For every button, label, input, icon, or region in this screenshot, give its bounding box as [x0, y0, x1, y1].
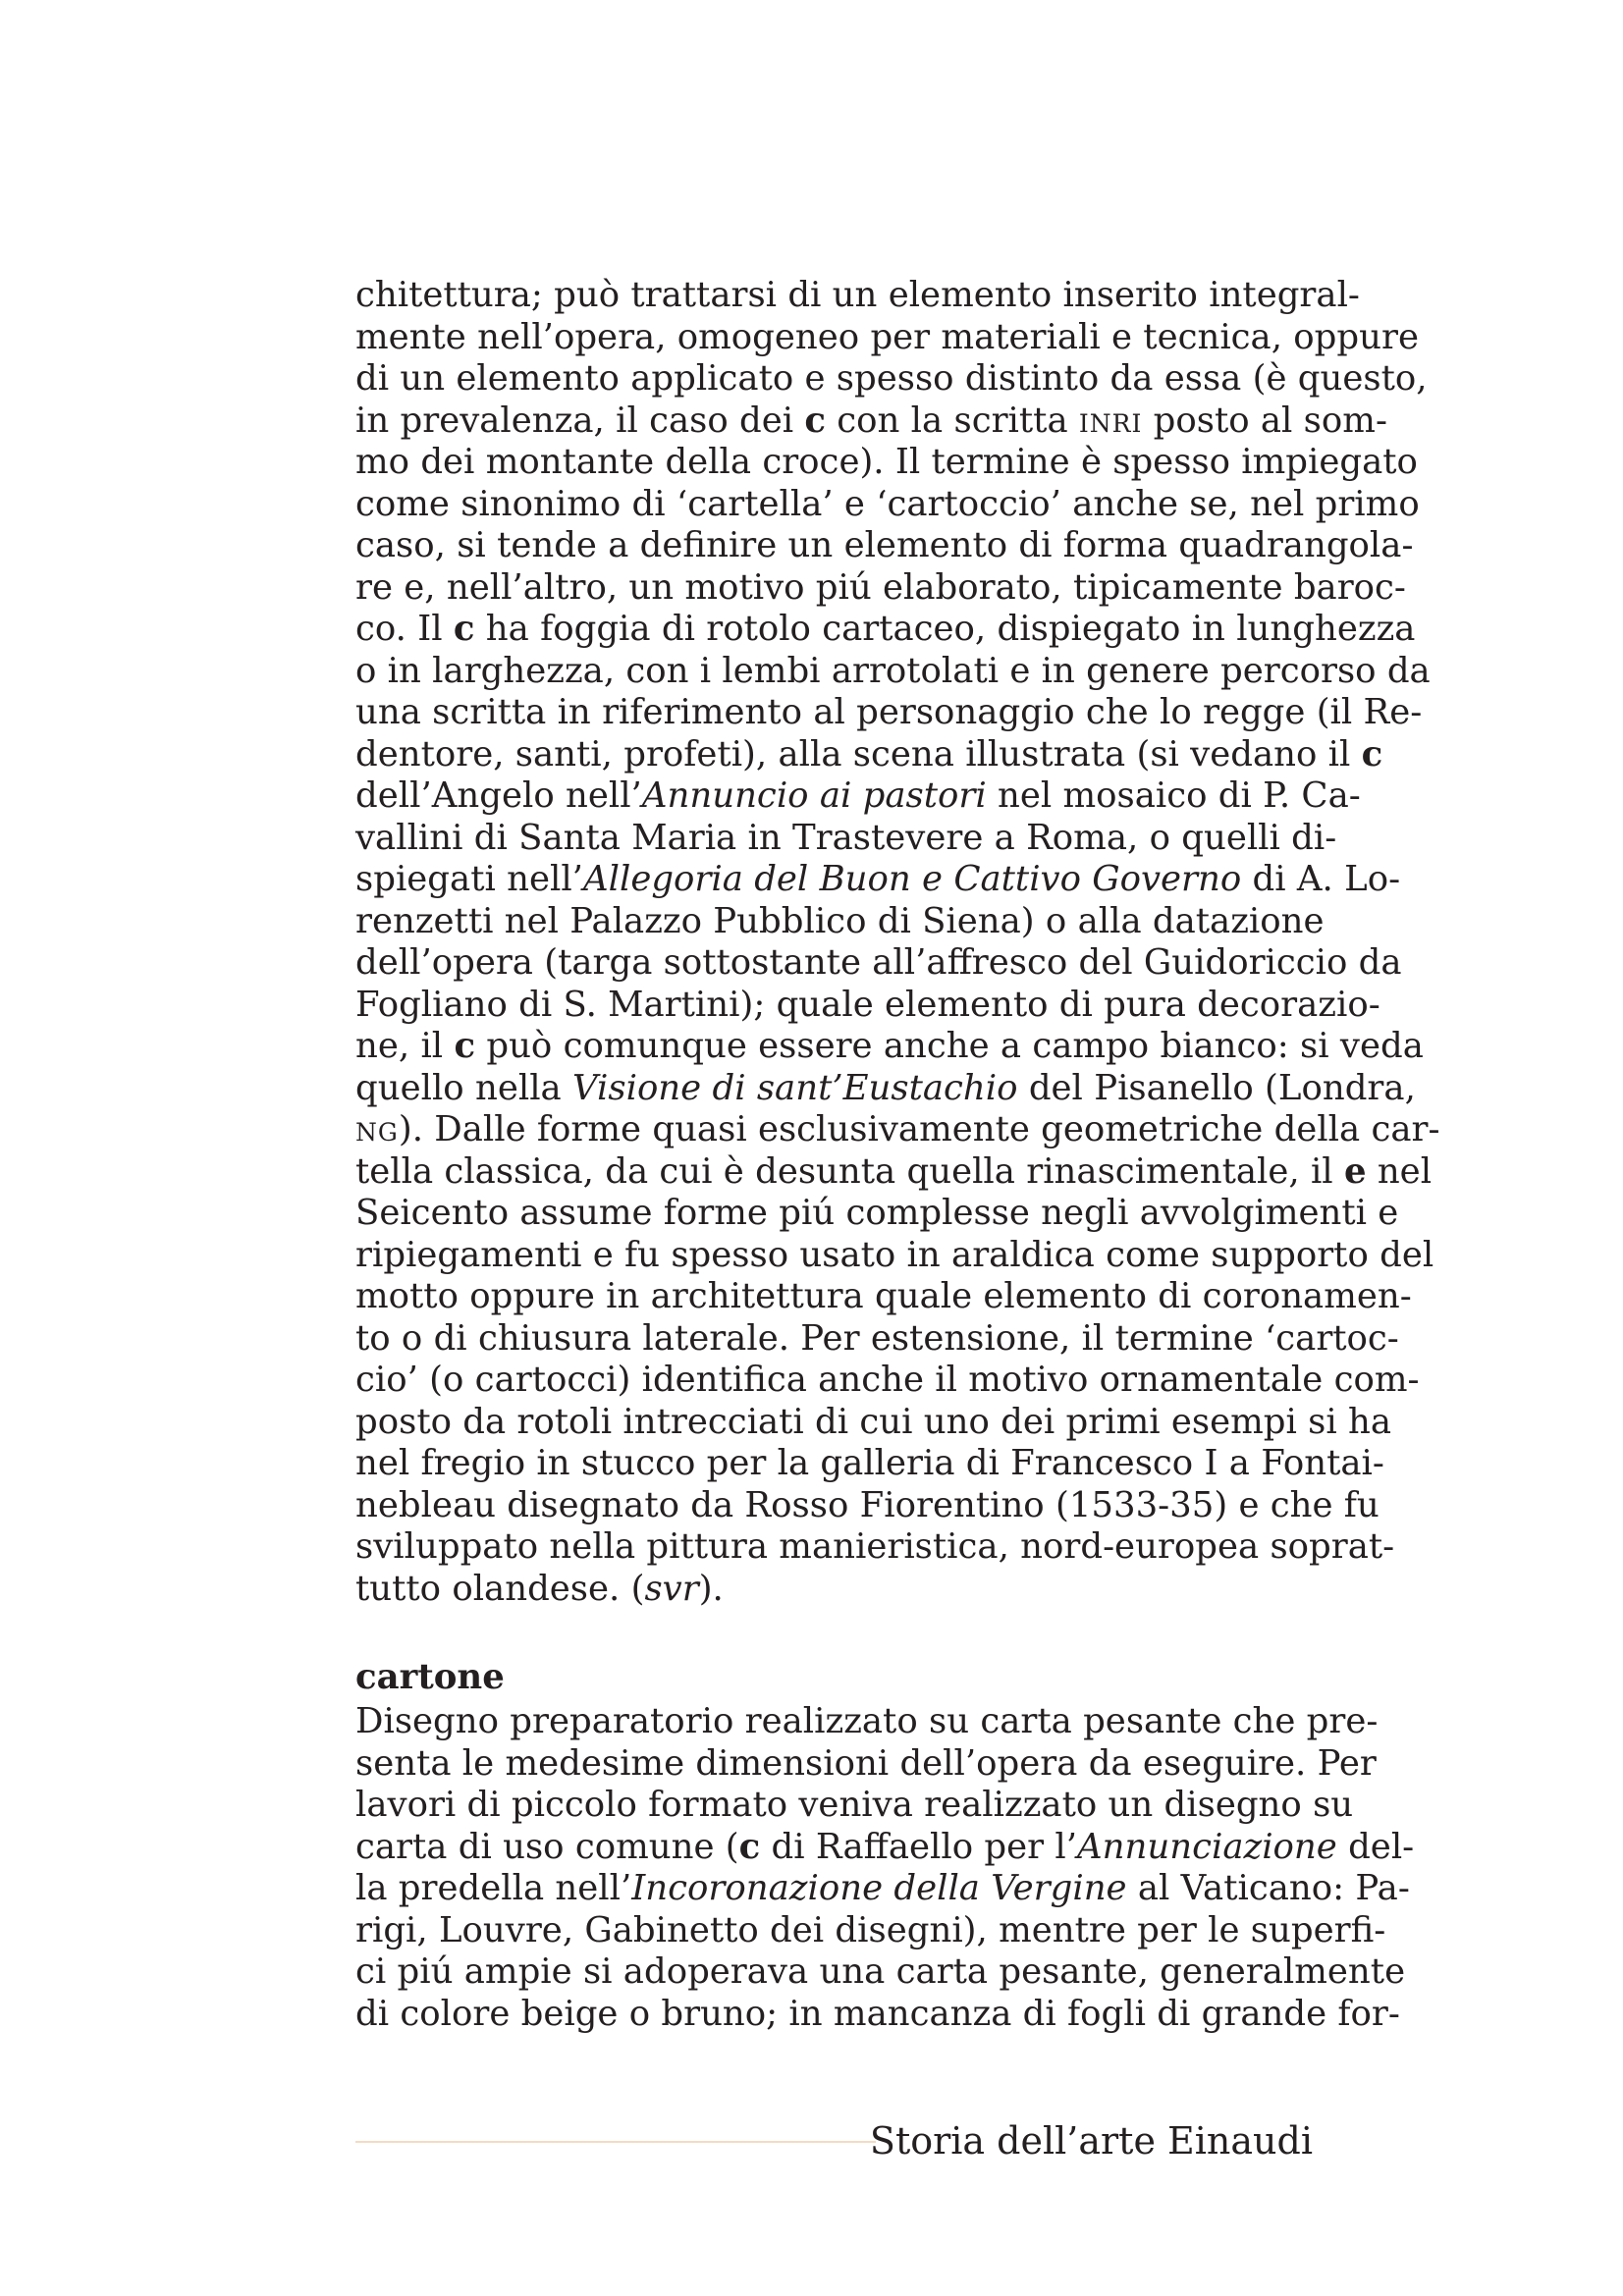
- italic-title: Annunciazione: [1077, 1826, 1337, 1867]
- cartiglio-line: nel fregio in stucco per la galleria di Francesco I a Fontai-: [355, 1443, 1384, 1483]
- cartiglio-line: renzetti nel Palazzo Pubblico di Siena) o alla datazione: [355, 900, 1325, 941]
- cartiglio-line: in prevalenza, il caso dei c con la scritta inri posto al som-: [355, 400, 1387, 441]
- cartiglio-line: spiegati nell’Allegoria del Buon e Cattivo Governo di A. Lo-: [355, 859, 1401, 899]
- cartiglio-line: motto oppure in architettura quale elemento di coronamen-: [355, 1276, 1412, 1316]
- cartiglio-line: Seicento assume forme piú complesse negli avvolgimenti e: [355, 1193, 1399, 1233]
- cartiglio-line: re e, nell’altro, un motivo piú elaborato, tipicamente baroc-: [355, 566, 1406, 608]
- cartone-line: Disegno preparatorio realizzato su carta pesante che pre-: [355, 1701, 1379, 1741]
- cartiglio-line: quello nella Visione di sant’Eustachio del Pisanello (Londra,: [355, 1067, 1416, 1108]
- cartiglio-line: o in larghezza, con i lembi arrotolati e in genere percorso da: [355, 650, 1431, 691]
- cartiglio-line: ne, il c può comunque essere anche a campo bianco: si veda: [355, 1026, 1424, 1066]
- cartiglio-line: co. Il c ha foggia di rotolo cartaceo, dispiegato in lunghezza: [355, 609, 1416, 649]
- cartone-line: la predella nell’Incoronazione della Vergine al Vaticano: Pa-: [355, 1868, 1410, 1908]
- cartiglio-line: come sinonimo di ‘cartella’ e ‘cartoccio’ anche se, nel primo: [355, 483, 1420, 524]
- bold-abbrev: e: [1343, 1150, 1367, 1192]
- cartone-line: ci piú ampie si adoperava una carta pesante, generalmente: [355, 1951, 1406, 1992]
- cartiglio-line: vallini di Santa Maria in Trastevere a Roma, o quelli di-: [355, 817, 1337, 858]
- italic-title: Annuncio ai pastori: [641, 775, 987, 816]
- cartiglio-line: sviluppato nella pittura manieristica, nord-europea soprat-: [355, 1526, 1395, 1567]
- cartiglio-line: dentore, santi, profeti), alla scena illustrata (si vedano il c: [355, 733, 1383, 774]
- cartiglio-line: dell’Angelo nell’Annuncio ai pastori nel mosaico di P. Ca-: [355, 775, 1361, 816]
- cartiglio-line: mente nell’opera, omogeneo per materiali e tecnica, oppure: [355, 316, 1419, 357]
- small-caps-text: ng: [355, 1109, 399, 1149]
- entry-cartiglio-body: [355, 275, 1440, 1610]
- cartiglio-line: una scritta in riferimento al personaggio che lo regge (il Re-: [355, 692, 1423, 732]
- cartiglio-line: chitettura; può trattarsi di un elemento inserito integral-: [355, 275, 1360, 315]
- bold-abbrev: c: [1361, 733, 1383, 774]
- bold-abbrev: c: [453, 609, 475, 649]
- cartone-line: senta le medesime dimensioni dell’opera da eseguire. Per: [355, 1742, 1377, 1784]
- cartiglio-line: posto da rotoli intrecciati di cui uno dei primi esempi si ha: [355, 1401, 1392, 1442]
- cartiglio-line: ng). Dalle forme quasi esclusivamente geometriche della car-: [355, 1109, 1440, 1149]
- cartone-line: di colore beige o bruno; in mancanza di fogli di grande for-: [355, 1993, 1400, 2034]
- small-caps-text: inri: [1078, 400, 1143, 441]
- cartone-line: carta di uso comune (c di Raffaello per l’Annunciazione del-: [355, 1826, 1415, 1867]
- entry-heading-cartone: cartone: [355, 1657, 505, 1697]
- cartiglio-line: to o di chiusura laterale. Per estensione, il termine ‘cartoc-: [355, 1317, 1399, 1359]
- cartiglio-line: tutto olandese. (svr).: [355, 1568, 724, 1609]
- cartiglio-line: cio’ (o cartocci) identifica anche il motivo ornamentale com-: [355, 1360, 1420, 1400]
- italic-title: svr: [644, 1568, 699, 1609]
- cartiglio-line: nebleau disegnato da Rosso Fiorentino (1533-35) e che fu: [355, 1484, 1380, 1525]
- cartiglio-line: di un elemento applicato e spesso distinto da essa (è questo,: [355, 358, 1428, 399]
- footer-title: Storia dell’arte Einaudi: [869, 2119, 1313, 2163]
- cartiglio-line: caso, si tende a definire un elemento di forma quadrangola-: [355, 525, 1414, 565]
- italic-title: Incoronazione della Vergine: [631, 1868, 1127, 1908]
- entry-heading-block: [355, 1657, 1313, 1699]
- cartiglio-line: ripiegamenti e fu spesso usato in araldica come supporto del: [355, 1234, 1434, 1275]
- entry-cartone-body: [355, 1701, 1415, 2035]
- bold-abbrev: c: [454, 1026, 476, 1066]
- bold-abbrev: c: [804, 400, 826, 441]
- italic-title: Allegoria del Buon e Cattivo Governo: [582, 859, 1242, 899]
- footer-rule: [355, 2141, 876, 2143]
- cartone-line: rigi, Louvre, Gabinetto dei disegni), mentre per le superfi-: [355, 1909, 1386, 1950]
- cartone-line: lavori di piccolo formato veniva realizzato un disegno su: [355, 1785, 1354, 1825]
- cartiglio-line: tella classica, da cui è desunta quella rinascimentale, il e nel: [355, 1150, 1433, 1192]
- bold-abbrev: c: [738, 1826, 761, 1867]
- italic-title: Visione di sant’Eustachio: [572, 1067, 1018, 1108]
- cartiglio-line: dell’opera (targa sottostante all’affresco del Guidoriccio da: [355, 942, 1402, 983]
- cartiglio-line: Fogliano di S. Martini); quale elemento di pura decorazio-: [355, 984, 1380, 1025]
- cartiglio-line: mo dei montante della croce). Il termine è spesso impiegato: [355, 442, 1418, 482]
